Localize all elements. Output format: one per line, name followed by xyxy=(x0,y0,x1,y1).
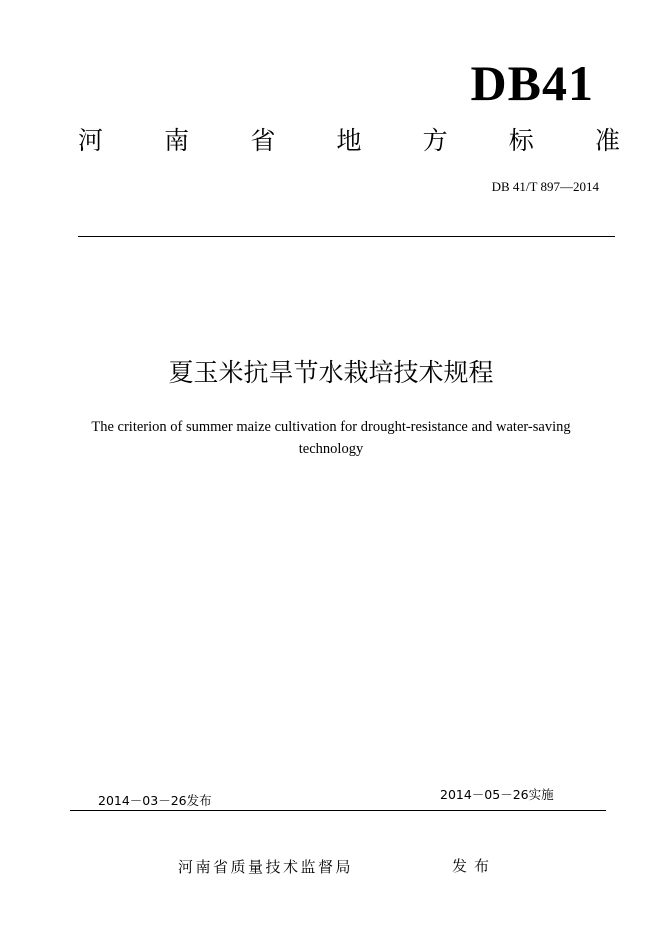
standard-type-heading xyxy=(78,128,620,153)
heading-char: 地 xyxy=(336,126,362,155)
issue-label: 发布 xyxy=(452,857,497,875)
header-divider xyxy=(78,236,615,237)
heading-char: 河 xyxy=(78,126,104,155)
issuing-authority: 河南省质量技术监督局 xyxy=(178,858,354,876)
issue-date: 2014－03－26发布 xyxy=(98,793,212,808)
english-title-line: The criterion of summer maize cultivation for drought-resistance and water-saving xyxy=(91,419,571,435)
heading-char: 准 xyxy=(594,126,620,155)
document-title-chinese: 夏玉米抗旱节水栽培技术规程 xyxy=(168,358,494,387)
heading-char: 方 xyxy=(422,126,448,155)
standard-number: DB 41/T 897—2014 xyxy=(491,179,599,194)
implementation-date: 2014－05－26实施 xyxy=(440,787,554,802)
document-title-english xyxy=(66,416,596,460)
heading-char: 省 xyxy=(250,126,276,155)
english-title-line: technology xyxy=(298,441,364,457)
standard-code-logo: DB41 xyxy=(470,55,594,111)
heading-char: 南 xyxy=(164,126,190,155)
footer-divider xyxy=(70,810,606,811)
heading-char: 标 xyxy=(508,126,534,155)
